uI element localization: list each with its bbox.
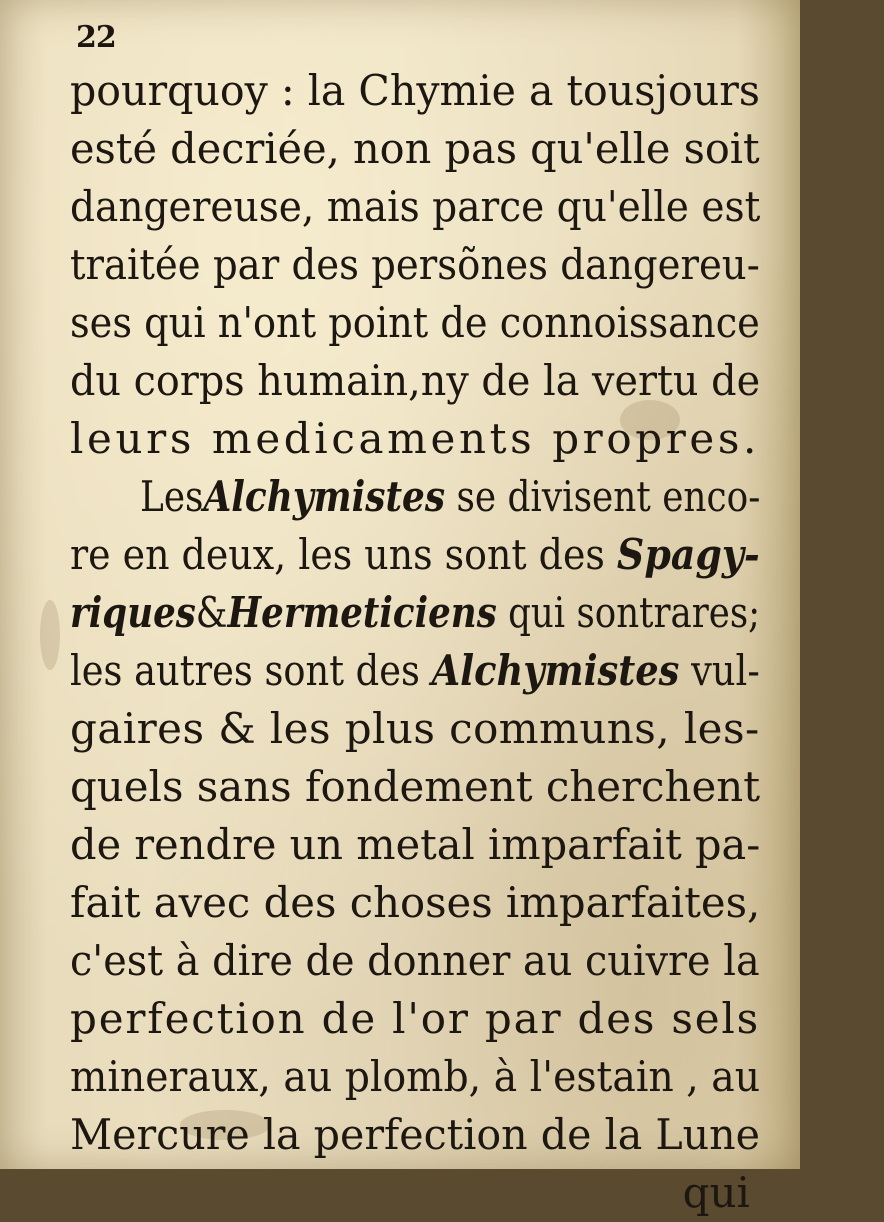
italic-term: Hermeticiens [227,588,497,637]
text-segment: re en deux, les uns sont des [70,530,617,579]
text-line [70,584,760,642]
text-line [70,1164,760,1222]
text-segment: pourquoy : la Chymie a tousjours [70,66,760,115]
text-segment: dangereuse, mais parce qu'elle est [70,182,761,231]
text-segment: de rendre un metal imparfait pa- [70,820,761,869]
text-segment: se divisent enco- [445,472,761,521]
italic-term: Alchymistes [431,646,680,695]
text-line [70,758,760,816]
text-segment: perfection de l'or par des sels [70,994,761,1043]
text-segment: traitée par des persõnes dangereu- [70,240,760,289]
text-line [70,236,760,294]
text-line [70,120,760,178]
italic-term: Spagy- [616,530,760,579]
foxing-spot [40,600,60,670]
text-line [70,62,760,120]
text-line [70,178,760,236]
text-line [70,526,760,584]
text-line [70,294,760,352]
text-segment: fait avec des choses imparfaites, [70,878,761,927]
text-line [70,352,760,410]
text-line [70,1048,760,1106]
text-segment: ses qui n'ont point de connoissance [70,298,760,347]
text-segment: & [195,588,228,637]
body-text [70,62,760,1222]
text-segment: esté decriée, non pas qu'elle soit [70,124,760,173]
italic-term: riques [70,588,196,637]
text-segment: c'est à dire de donner au cuivre la [70,936,760,985]
text-line [70,642,760,700]
page-number: 22 [76,20,116,55]
text-segment: qui sontrares; [496,588,761,637]
text-line [70,874,760,932]
text-segment: Les [140,472,204,521]
text-segment: gaires & les plus communs, les- [70,704,760,753]
text-line [70,990,760,1048]
text-segment: les autres sont des [70,646,432,695]
italic-term: Alchymistes [203,472,446,521]
text-line [70,816,760,874]
text-line [70,700,760,758]
text-segment: Mercure la perfection de la Lune [70,1110,761,1159]
text-line [70,410,760,468]
text-segment: mineraux, au plomb, à l'estain , au [70,1052,761,1101]
text-line [70,1106,760,1164]
text-line [70,468,760,526]
text-segment: qui [682,1168,750,1217]
text-segment: leurs medicaments propres. [70,414,760,463]
text-segment: vul- [679,646,760,695]
text-line [70,932,760,990]
text-segment: quels sans fondement cherchent [70,762,761,811]
text-segment: du corps humain,ny de la vertu de [70,356,761,405]
